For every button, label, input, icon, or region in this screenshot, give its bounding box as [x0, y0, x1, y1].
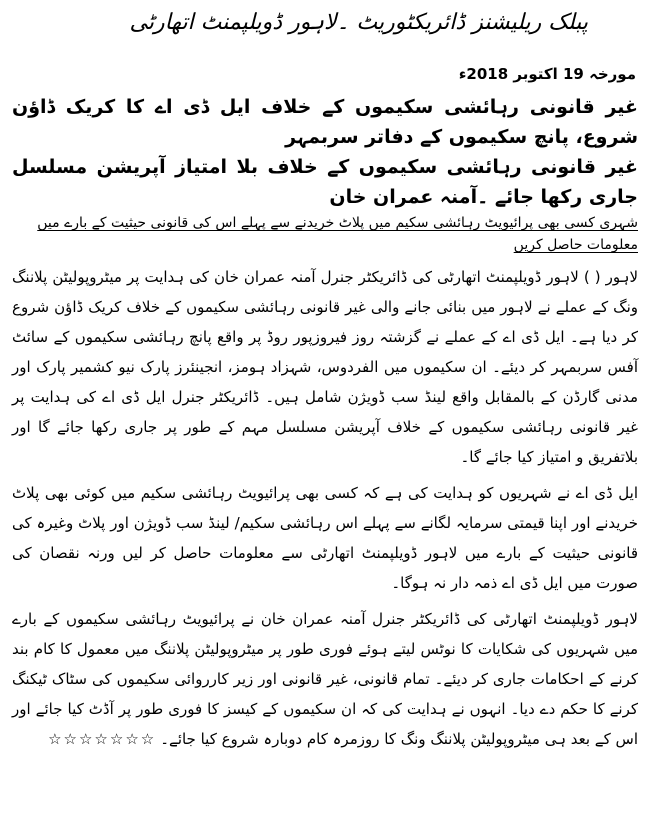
- headline-line-2: غیر قانونی رہائشی سکیموں کے خلاف بلا امتیاز آپریشن مسلسل جاری رکھا جائے ۔آمنہ عمران خان: [12, 156, 638, 208]
- dateline: مورخہ 19 اکتوبر 2018ء: [458, 65, 636, 83]
- subheadline: شہری کسی بھی پرائیویٹ رہائشی سکیم میں پلاٹ خریدنے سے پہلے اس کی قانونی حیثیت کے بارے میں معلومات حاصل کریں: [37, 215, 638, 253]
- paragraph-3-text: لاہور ڈویلپمنٹ اتھارٹی کی ڈائریکٹر جنرل آمنہ عمران خان نے پرائیویٹ رہائشی سکیموں کے بارے میں شہریوں کی شکایات کا نوٹس لیتے ہوئے فوری طور پر میٹروپولیٹن پلاننگ میں معمول کا کام بند کرنے کے احکامات جاری کر دیئے۔ تمام قانونی، غیر قانونی اور زیر کارروائی سکیموں کی سٹاک ٹیکنگ کرنے کا حکم دے دیا۔ انہوں نے ہدایت کی کہ ان سکیموں کے کیسز کا فوری طور پر آڈٹ کیا جائے اور اس کے بعد ہی میٹروپولیٹن پلاننگ ونگ کا روزمرہ کام دوبارہ شروع کیا جائے۔: [12, 610, 638, 748]
- closing-stars: ☆☆☆☆☆☆☆: [48, 730, 157, 748]
- paragraph-1: لاہور ( ) لاہور ڈویلپمنٹ اتھارٹی کی ڈائریکٹر جنرل آمنہ عمران خان کی ہدایت پر میٹروپولیٹن پلاننگ ونگ کے عملے نے لاہور میں بنائی جانے والی غیر قانونی رہائشی سکیموں کے خلاف کریک ڈاؤن شروع کر دیا ہے۔ ایل ڈی اے کے عملے نے گزشتہ روز فیروزپور روڈ پر واقع پانچ رہائشی سکیموں کے سائٹ آفس سربمہر کر دیئے۔ ان سکیموں میں الفردوس، شہزاد ہومز، انجینئرز پارک نیو کشمیر پارک اور مدنی گارڈن کے بالمقابل واقع لینڈ سب ڈویژن شامل ہیں۔ ڈائریکٹر جنرل ایل ڈی اے کی ہدایت پر غیر قانونی رہائشی سکیموں کے خلاف آپریشن مسلسل مہم کے طور پر جاری رکھا جائے گا اور بلاتفریق و امتیاز کیا جائے گا۔: [12, 268, 638, 466]
- headline-line-1: غیر قانونی رہائشی سکیموں کے خلاف ایل ڈی اے کا کریک ڈاؤن شروع، پانچ سکیموں کے دفاتر سربمہر: [12, 96, 638, 148]
- directorate-title: پبلک ریلیشنز ڈائریکٹوریٹ ۔لاہور ڈویلپمنٹ اتھارٹی: [129, 10, 588, 35]
- paragraph-2: ایل ڈی اے نے شہریوں کو ہدایت کی ہے کہ کسی بھی پرائیویٹ رہائشی سکیم میں کوئی بھی پلاٹ خریدنے اور اپنا قیمتی سرمایہ لگانے سے پہلے اس رہائشی سکیم/ لینڈ سب ڈویژن اور پلاٹ وغیرہ کی قانونی حیثیت کے بارے میں لاہور ڈویلپمنٹ اتھارٹی سے معلومات حاصل کر لیں ورنہ نقصان کی صورت میں ایل ڈی اے ذمہ دار نہ ہوگا۔: [12, 484, 638, 592]
- paragraph-3: [12, 604, 638, 754]
